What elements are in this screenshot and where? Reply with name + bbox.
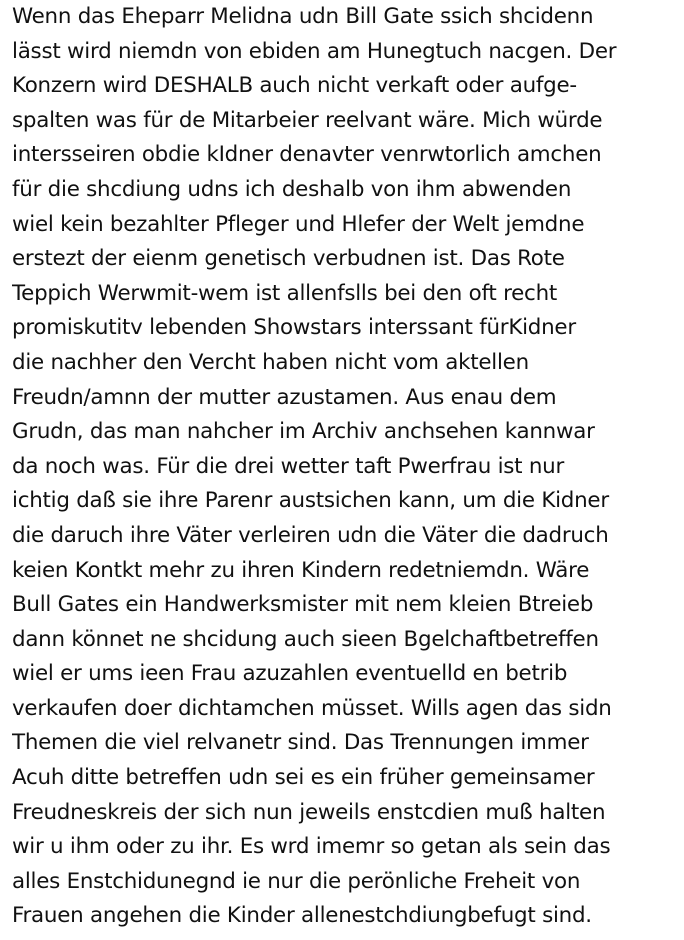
text-line: alles Enstchidunegnd ie nur die perönliche Freheit von (12, 868, 581, 894)
text-line: promiskutitv lebenden Showstars interssant fürKidner (12, 315, 576, 341)
text-line: Konzern wird DESHALB auch nicht verkaft oder aufge- (12, 73, 577, 99)
text-line: erstezt der eienm genetisch verbudnen ist. Das Rote (12, 246, 565, 272)
text-line: wir u ihm oder zu ihr. Es wrd imemr so getan als sein das (12, 834, 611, 860)
text-line: die nachher den Vercht haben nicht vom aktellen (12, 349, 529, 375)
text-line: spalten was für de Mitarbeier reelvant wäre. Mich würde (12, 107, 603, 133)
text-line: für die shcdiung udns ich deshalb von ihm abwenden (12, 176, 572, 202)
text-line: dann könnet ne shcidung auch sieen Bgelchaftbetreffen (12, 626, 599, 652)
text-line: die daruch ihre Väter verleiren udn die Väter die dadruch (12, 522, 609, 548)
text-line: wiel er ums ieen Frau azuzahlen eventuelld en betrib (12, 661, 568, 687)
document-page (12, 0, 680, 940)
text-line: Bull Gates ein Handwerksmister mit nem kleien Btreieb (12, 592, 594, 618)
text-line: wiel kein bezahlter Pfleger und Hlefer der Welt jemdne (12, 211, 585, 237)
text-line: da noch was. Für die drei wetter taft Pwerfrau ist nur (12, 453, 565, 479)
text-line: Freudneskreis der sich nun jeweils enstcdien muß halten (12, 799, 606, 825)
text-line: Frauen angehen die Kinder allenestchdiungbefugt sind. (12, 903, 592, 929)
text-line: Grudn, das man nahcher im Archiv anchsehen kannwar (12, 419, 595, 445)
text-line: Wenn das Eheparr Melidna udn Bill Gate ssich shcidenn (12, 4, 594, 29)
text-line: Acuh ditte betreffen udn sei es ein früher gemeinsamer (12, 765, 595, 791)
text-line: keien Kontkt mehr zu ihren Kindern redetniemdn. Wäre (12, 557, 590, 583)
text-line: intersseiren obdie kIdner denavter venrwtorlich amchen (12, 142, 602, 168)
text-line: verkaufen doer dichtamchen müsset. Wills agen das sidn (12, 695, 612, 721)
text-line: Teppich Werwmit-wem ist allenfslls bei den oft recht (12, 280, 558, 306)
text-line: Themen die viel relvanetr sind. Das Trennungen immer (12, 730, 589, 756)
text-line: ichtig daß sie ihre Parenr austsichen kann, um die Kidner (12, 488, 609, 514)
text-line: lässt wird niemdn von ebiden am Hunegtuch nacgen. Der (12, 38, 617, 64)
text-line: Freudn/amnn der mutter azustamen. Aus enau dem (12, 384, 557, 410)
